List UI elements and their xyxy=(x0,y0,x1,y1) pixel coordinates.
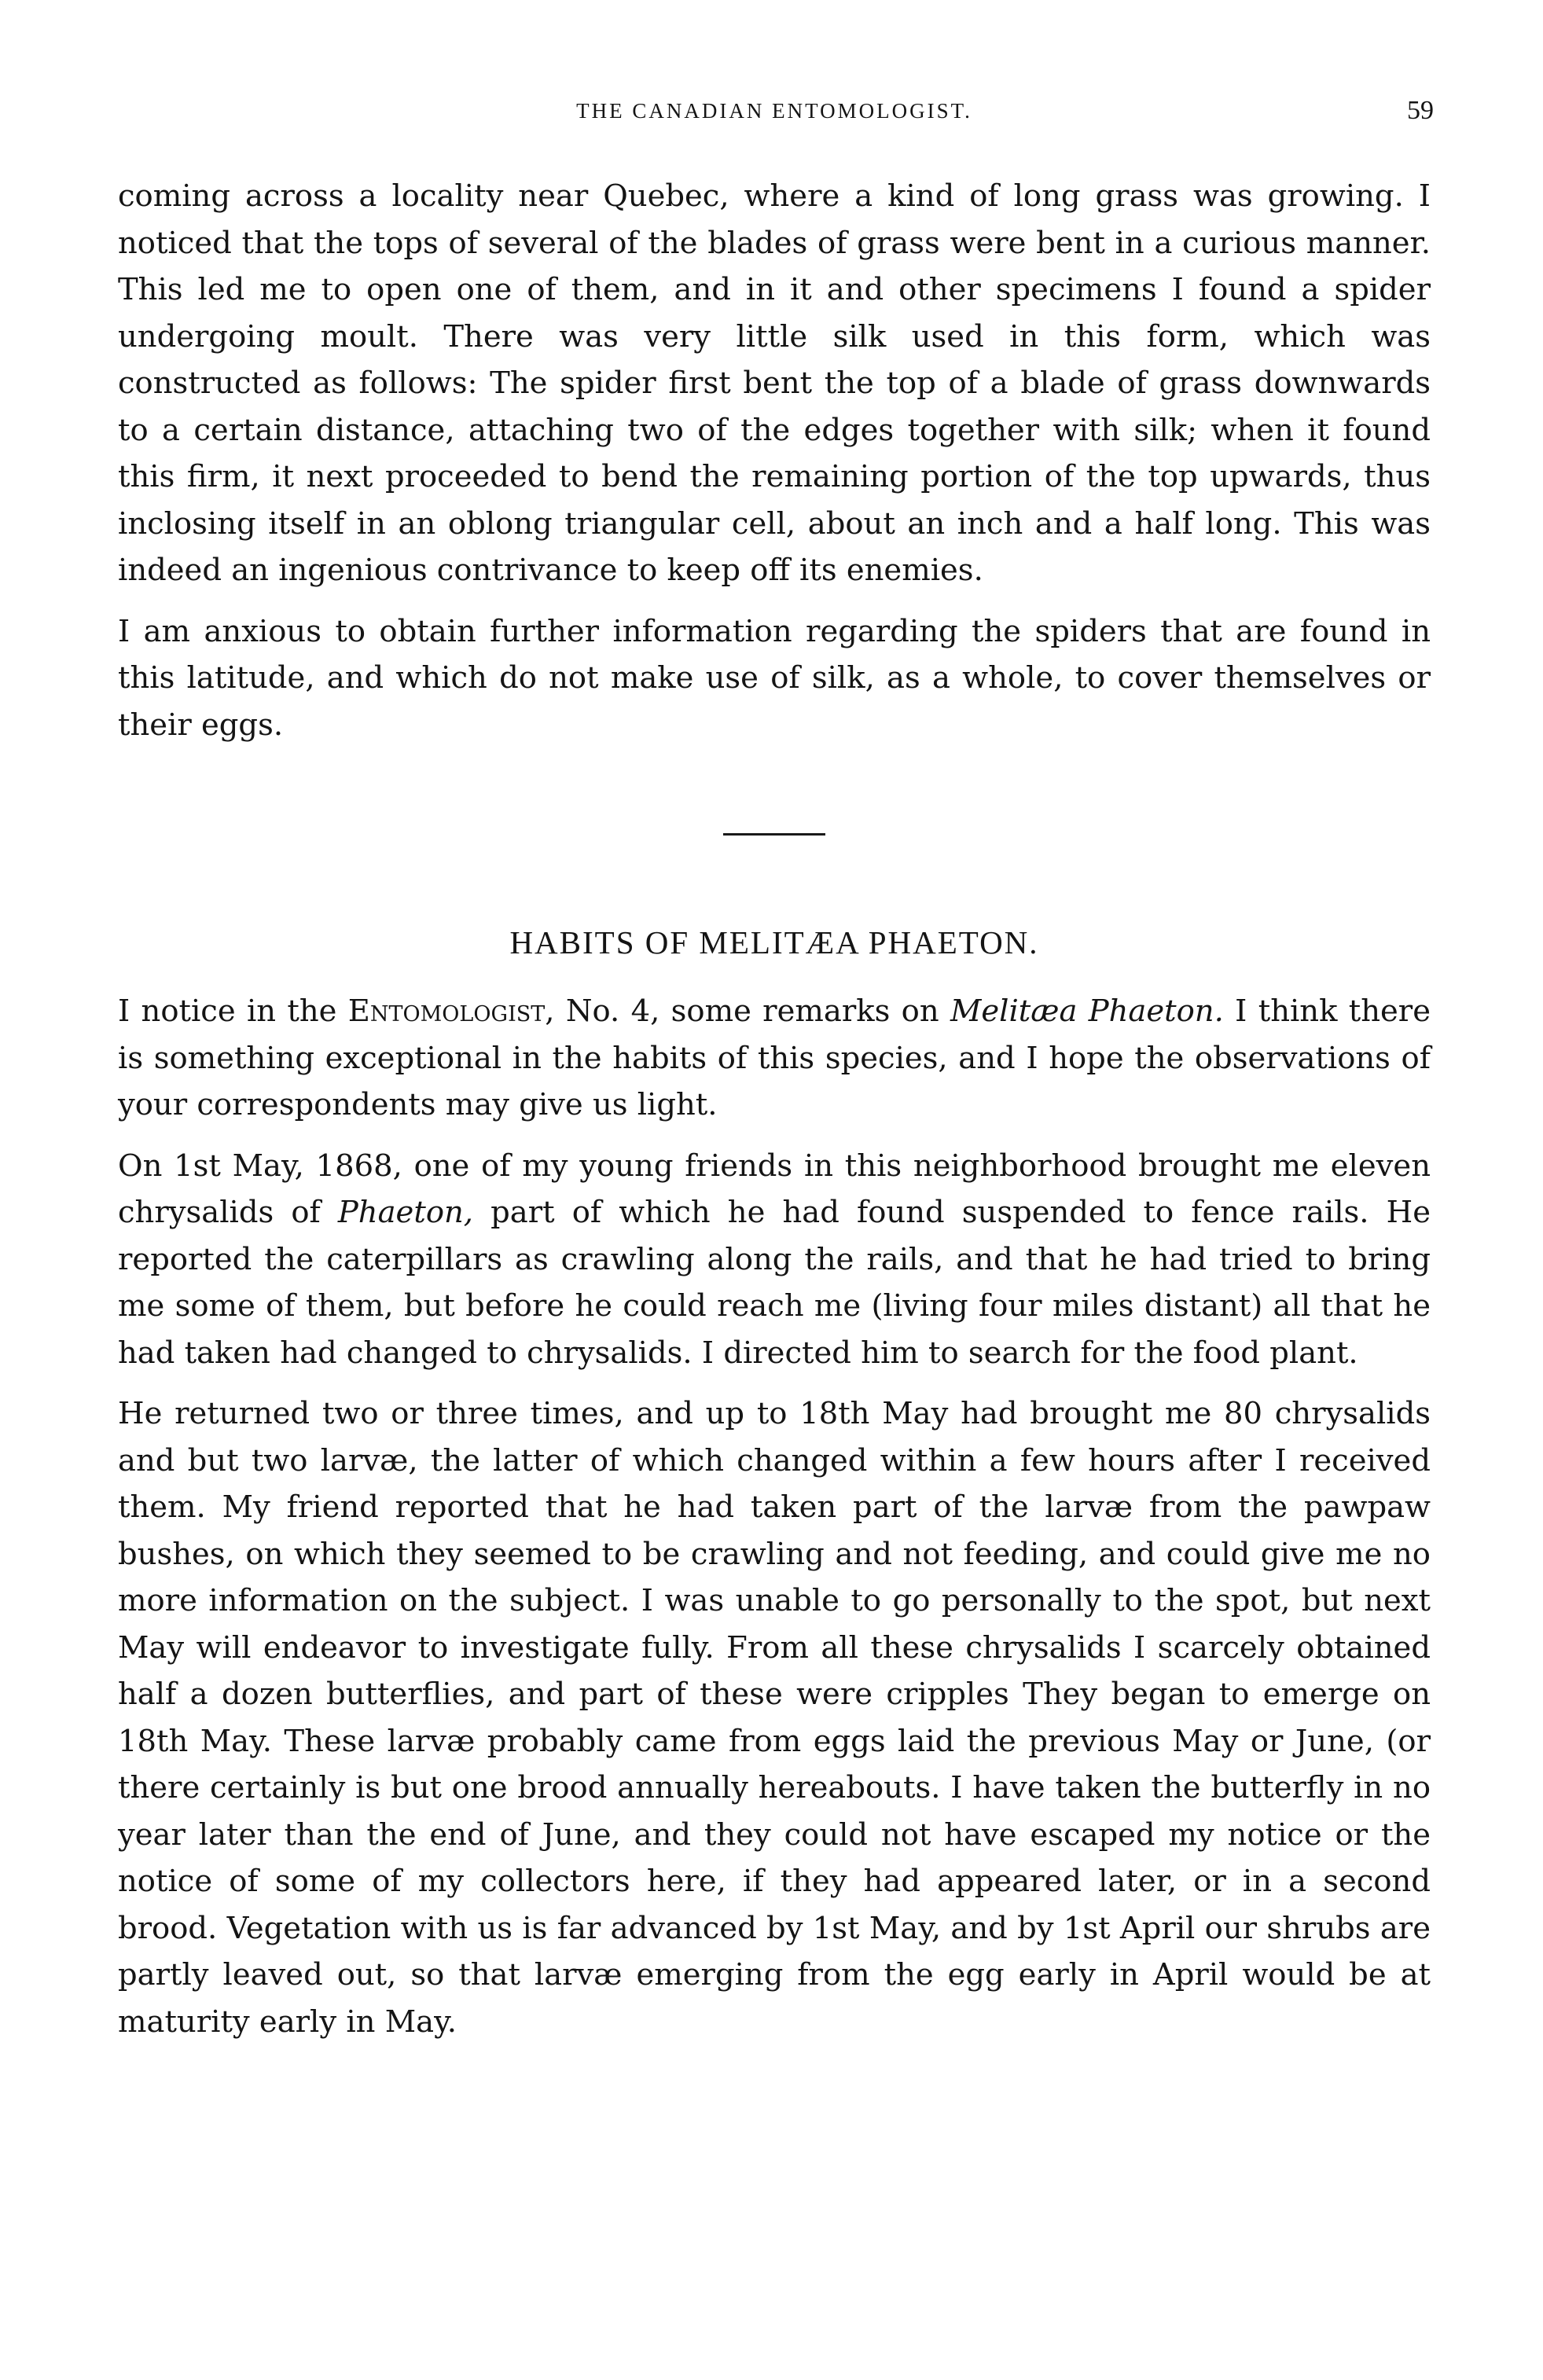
text-segment: I notice in the xyxy=(118,994,348,1029)
text-segment: , No. 4, some remarks on xyxy=(545,994,950,1029)
paragraph-observations: He returned two or three times, and up to 18th May had brought me 80 chrysalids and but two larvæ, the latter of which changed within a few hours after I received them. My friend reported that he had taken part of the larvæ from the pawpaw bushes, on which they seemed to be crawling and not feeding, and could give me no more information on the subject. I was unable to go personally to the spot, but next May will endeavor to investigate fully. From all these chrysalids I scarcely obtained half a dozen butterflies, and part of these were cripples They began to emerge on 18th May. These larvæ probably came from eggs laid the previous May or June, (or there certainly is but one brood annually hereabouts. I have taken the butterfly in no year later than the end of June, and they could not have escaped my notice or the notice of some of my collectors here, if they had appeared later, or in a second brood. Vegetation with us is far advanced by 1st May, and by 1st April our shrubs are partly leaved out, so that larvæ emerging from the egg early in April would be at maturity early in May. xyxy=(118,1396,1431,2040)
page-number: 59 xyxy=(1407,96,1434,125)
species-name: Melitæa Phaeton. xyxy=(950,994,1224,1029)
species-name: Phaeton, xyxy=(337,1195,474,1230)
running-header xyxy=(118,93,1434,140)
journal-name: Entomologist xyxy=(347,994,546,1029)
article-heading: HABITS OF MELITÆA PHAETON. xyxy=(509,924,1039,960)
running-title: THE CANADIAN ENTOMOLOGIST. xyxy=(576,99,972,123)
paragraph-continuation: coming across a locality near Quebec, where a kind of long grass was growing. I noticed that the tops of several of the blades of grass were bent in a curious manner. This led me to open one of them, and in it and other specimens I found a spider undergoing moult. There was very little silk used in this form, which was constructed as follows: The spider first bent the top of a blade of grass downwards to a certain distance, attaching two of the edges together with silk; when it found this firm, it next proceeded to bend the remaining portion of the top upwards, thus inclosing itself in an oblong triangular cell, about an inch and a half long. This was indeed an ingenious contrivance to keep off its enemies. xyxy=(118,178,1431,588)
text-segment: part of which he had found suspended to fence rails. He reported the caterpillars as crawling along the rails, and that he had tried to bring me some of them, but before he could reach me (living four miles distant) all that he had taken had changed to chrysalids. I directed him to search for the food plant. xyxy=(118,1195,1431,1371)
paragraph-spiders-info: I am anxious to obtain further information regarding the spiders that are found in this latitude, and which do not make use of silk, as a whole, to cover themselves or their eggs. xyxy=(118,613,1431,743)
document-page xyxy=(118,93,1434,2045)
text-segment: On 1st May, 1868, one of my young friends in this neighborhood brought me eleven chrysalids of xyxy=(118,1148,1431,1230)
paragraph-chrysalids xyxy=(118,1143,1431,1377)
paragraph-notice xyxy=(118,988,1431,1129)
section-divider xyxy=(723,833,825,836)
text-segment: I think there is something exceptional in the habits of this species, and I hope the observations of your correspondents may give us light. xyxy=(118,994,1431,1122)
